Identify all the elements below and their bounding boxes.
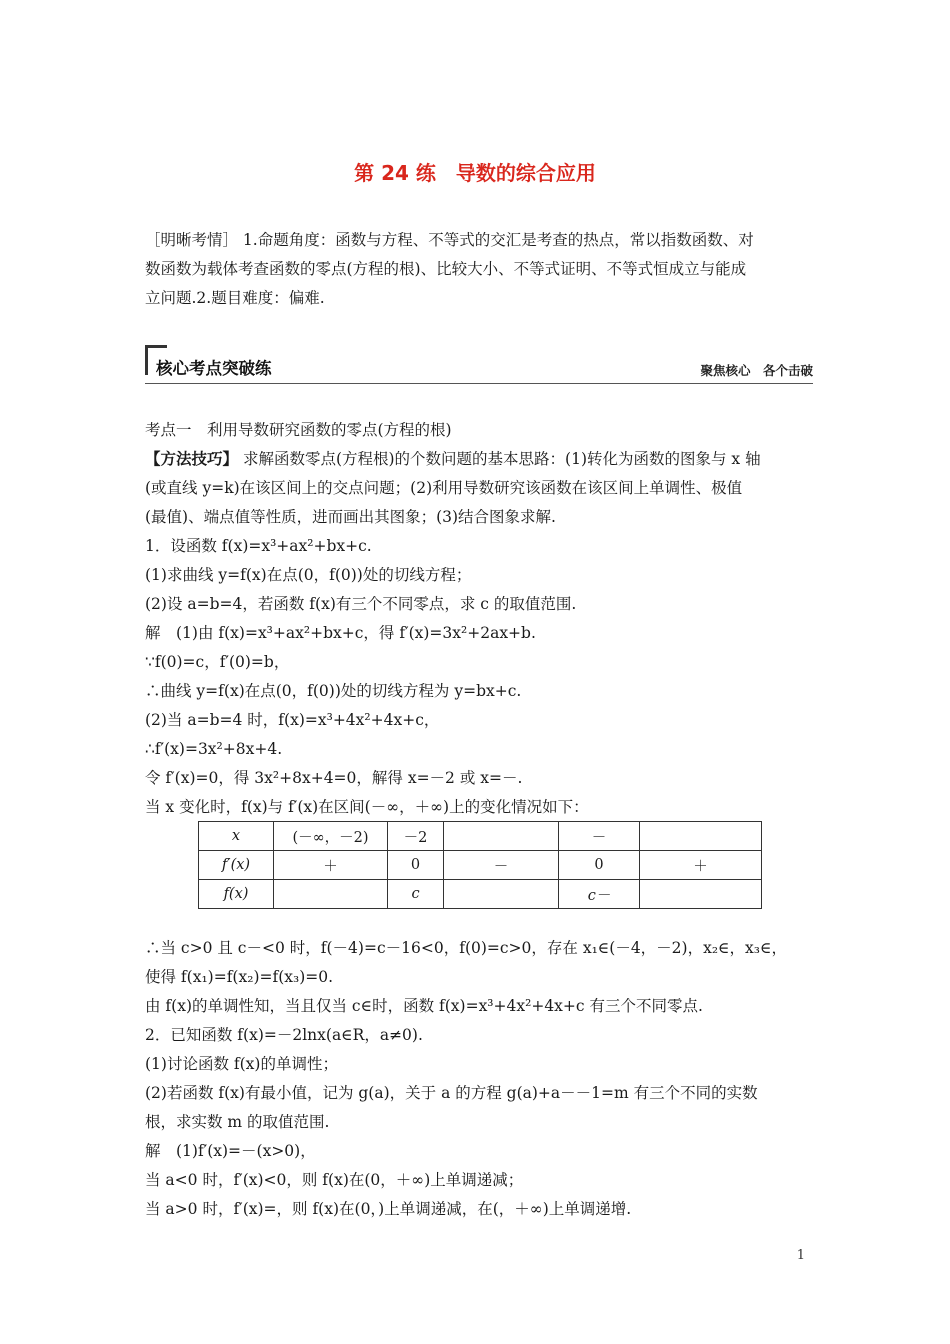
table-cell: c <box>388 880 444 909</box>
table-cell: f′(x) <box>199 851 274 880</box>
text-line: 由 f(x)的单调性知，当且仅当 c∈时，函数 f(x)=x³+4x²+4x+c 有三个不同零点. <box>145 997 703 1015</box>
text-line: 当 x 变化时，f(x)与 f′(x)在区间(－∞，＋∞)上的变化情况如下： <box>145 798 589 816</box>
technique-label: 【方法技巧】 <box>145 450 239 468</box>
text-line: (1)讨论函数 f(x)的单调性； <box>145 1055 338 1073</box>
text-line: ∴f′(x)=3x²+8x+4. <box>145 740 283 758</box>
table-cell <box>444 822 559 851</box>
text-line: 2．已知函数 f(x)=－2lnx(a∈R，a≠0). <box>145 1026 423 1044</box>
text-line: 使得 f(x₁)=f(x₂)=f(x₃)=0. <box>145 968 334 986</box>
corner-bracket-horizontal <box>145 345 167 348</box>
table-cell: － <box>444 851 559 880</box>
table-cell: f(x) <box>199 880 274 909</box>
table-row <box>199 822 762 851</box>
table-cell: 0 <box>559 851 640 880</box>
variation-table <box>198 821 762 909</box>
intro-line: ［明晰考情］ 1.命题角度：函数与方程、不等式的交汇是考查的热点，常以指数函数、对 <box>145 231 754 249</box>
table-cell <box>640 880 762 909</box>
text-line: 解 (1)由 f(x)=x³+ax²+bx+c，得 f′(x)=3x²+2ax+b. <box>145 624 536 642</box>
text-line: (2)设 a=b=4，若函数 f(x)有三个不同零点，求 c 的取值范围. <box>145 595 577 613</box>
text-line: (2)当 a=b=4 时，f(x)=x³+4x²+4x+c， <box>145 711 440 729</box>
text-line: ∵f(0)=c，f′(0)=b， <box>145 653 290 671</box>
text-line: (最值)、端点值等性质，进而画出其图象；(3)结合图象求解. <box>145 508 556 526</box>
table-cell: ＋ <box>640 851 762 880</box>
text-line: (1)求曲线 y=f(x)在点(0，f(0))处的切线方程； <box>145 566 472 584</box>
page-title: 第 24 练 导数的综合应用 <box>354 161 596 185</box>
content-block-1 <box>145 416 813 822</box>
table-cell: (－∞，－2) <box>274 822 388 851</box>
section-title: 核心考点突破练 <box>156 359 272 378</box>
text-line: ∴曲线 y=f(x)在点(0，f(0))处的切线方程为 y=bx+c. <box>145 682 522 700</box>
table-cell <box>444 880 559 909</box>
intro-line: 立问题.2.题目难度：偏难. <box>145 289 325 307</box>
exam-overview <box>145 226 813 313</box>
text-line: 当 a>0 时，f′(x)=，则 f(x)在(0，)上单调递减，在(，＋∞)上单调递增. <box>145 1200 632 1218</box>
section-divider <box>145 383 813 384</box>
table-cell: ＋ <box>274 851 388 880</box>
corner-bracket-vertical <box>145 345 148 375</box>
text-line: 令 f′(x)=0，得 3x²+8x+4=0，解得 x=－2 或 x=－. <box>145 769 523 787</box>
table-cell <box>274 880 388 909</box>
table-row <box>199 880 762 909</box>
text-line: 1．设函数 f(x)=x³+ax²+bx+c. <box>145 537 372 555</box>
text-line: 当 a<0 时，f′(x)<0，则 f(x)在(0，＋∞)上单调递减； <box>145 1171 524 1189</box>
table-cell: x <box>199 822 274 851</box>
text-line: ∴当 c>0 且 c－<0 时，f(－4)=c－16<0，f(0)=c>0，存在 x₁∈(－4，－2)，x₂∈，x₃∈， <box>145 939 787 957</box>
section-header <box>145 345 813 385</box>
text-line: 解 (1)f′(x)=－(x>0)， <box>145 1142 316 1160</box>
table-cell: 0 <box>388 851 444 880</box>
text-line: 考点一 利用导数研究函数的零点(方程的根) <box>145 421 452 439</box>
technique-line <box>145 445 813 474</box>
table-cell: c－ <box>559 880 640 909</box>
text-line: (或直线 y=k)在该区间上的交点问题；(2)利用导数研究该函数在该区间上单调性、极值 <box>145 479 743 497</box>
text-line: 根，求实数 m 的取值范围. <box>145 1113 330 1131</box>
page-number: 1 <box>796 1248 805 1263</box>
intro-line: 数函数为载体考查函数的零点(方程的根)、比较大小、不等式证明、不等式恒成立与能成 <box>145 260 747 278</box>
table-cell: － <box>559 822 640 851</box>
table-row <box>199 851 762 880</box>
table-cell <box>640 822 762 851</box>
technique-text: 求解函数零点(方程根)的个数问题的基本思路：(1)转化为函数的图象与 x 轴 <box>242 450 761 468</box>
text-line: (2)若函数 f(x)有最小值，记为 g(a)，关于 a 的方程 g(a)+a－－1=m 有三个不同的实数 <box>145 1084 758 1102</box>
table-cell: －2 <box>388 822 444 851</box>
content-block-2 <box>145 934 813 1224</box>
section-subtitle: 聚焦核心 各个击破 <box>700 363 813 378</box>
